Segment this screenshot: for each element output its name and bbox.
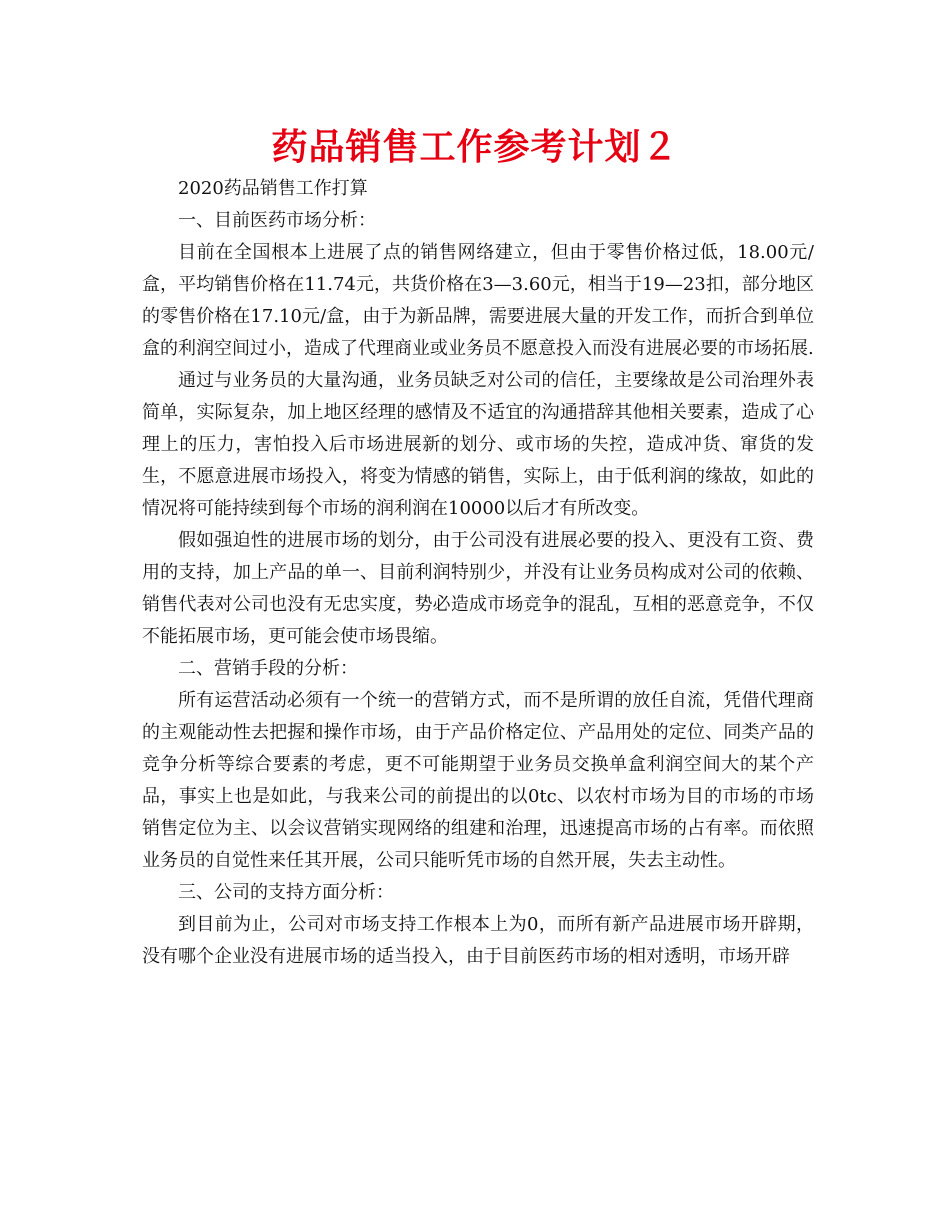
section-heading-market-analysis: 一、目前医药市场分析： <box>178 210 376 231</box>
paragraph: 目前在全国根本上进展了点的销售网络建立，但由于零售价格过低，18.00元/盒，平均销售价格在11.74元，共货价格在3—3.60元，相当于19—23扣，部分地区的零售价格在17.10元/盒，由于为新品牌，需要进展大量的开发工作，而折合到单位盒的利润空间过小，造成了代理商业或业务员不愿意投入而没有进展必要的市场拓展. <box>142 242 814 359</box>
paragraph: 所有运营活动必须有一个统一的营销方式，而不是所谓的放任自流，凭借代理商的主观能动性去把握和操作市场，由于产品价格定位、产品用处的定位、同类产品的竞争分析等综合要素的考虑，更不可能期望于业务员交换单盒利润空间大的某个产品，事实上也是如此，与我来公司的前提出的以0tc、以农村市场为目的市场的市场销售定位为主、以会议营销实现网络的组建和治理，迅速提高市场的占有率。而依照业务员的自觉性来任其开展，公司只能听凭市场的自然开展，失去主动性。 <box>142 690 814 871</box>
document-title: 药品销售工作参考计划２ <box>271 127 679 168</box>
paragraph-heading-plan: 2020药品销售工作打算 <box>178 178 368 199</box>
paragraph: 通过与业务员的大量沟通，业务员缺乏对公司的信任，主要缘故是公司治理外表简单，实际复杂，加上地区经理的感情及不适宜的沟通措辞其他相关要素，造成了心理上的压力，害怕投入后市场进展新的划分、或市场的失控，造成冲货、窜货的发生，不愿意进展市场投入，将变为情感的销售，实际上，由于低利润的缘故，如此的情况将可能持续到每个市场的润利润在10000以后才有所改变。 <box>142 370 814 519</box>
document-body <box>142 173 814 973</box>
paragraph: 假如强迫性的进展市场的划分，由于公司没有进展必要的投入、更没有工资、费用的支持，加上产品的单一、目前利润特别少，并没有让业务员构成对公司的依赖、销售代表对公司也没有无忠实度，势必造成市场竞争的混乱，互相的恶意竞争，不仅不能拓展市场，更可能会使市场畏缩。 <box>142 530 814 647</box>
paragraph: 到目前为止，公司对市场支持工作根本上为0，而所有新产品进展市场开辟期，没有哪个企业没有进展市场的适当投入，由于目前医药市场的相对透明，市场开辟 <box>142 914 814 967</box>
section-heading-company-support: 三、公司的支持方面分析： <box>178 882 394 903</box>
section-heading-marketing-analysis: 二、营销手段的分析： <box>178 658 358 679</box>
